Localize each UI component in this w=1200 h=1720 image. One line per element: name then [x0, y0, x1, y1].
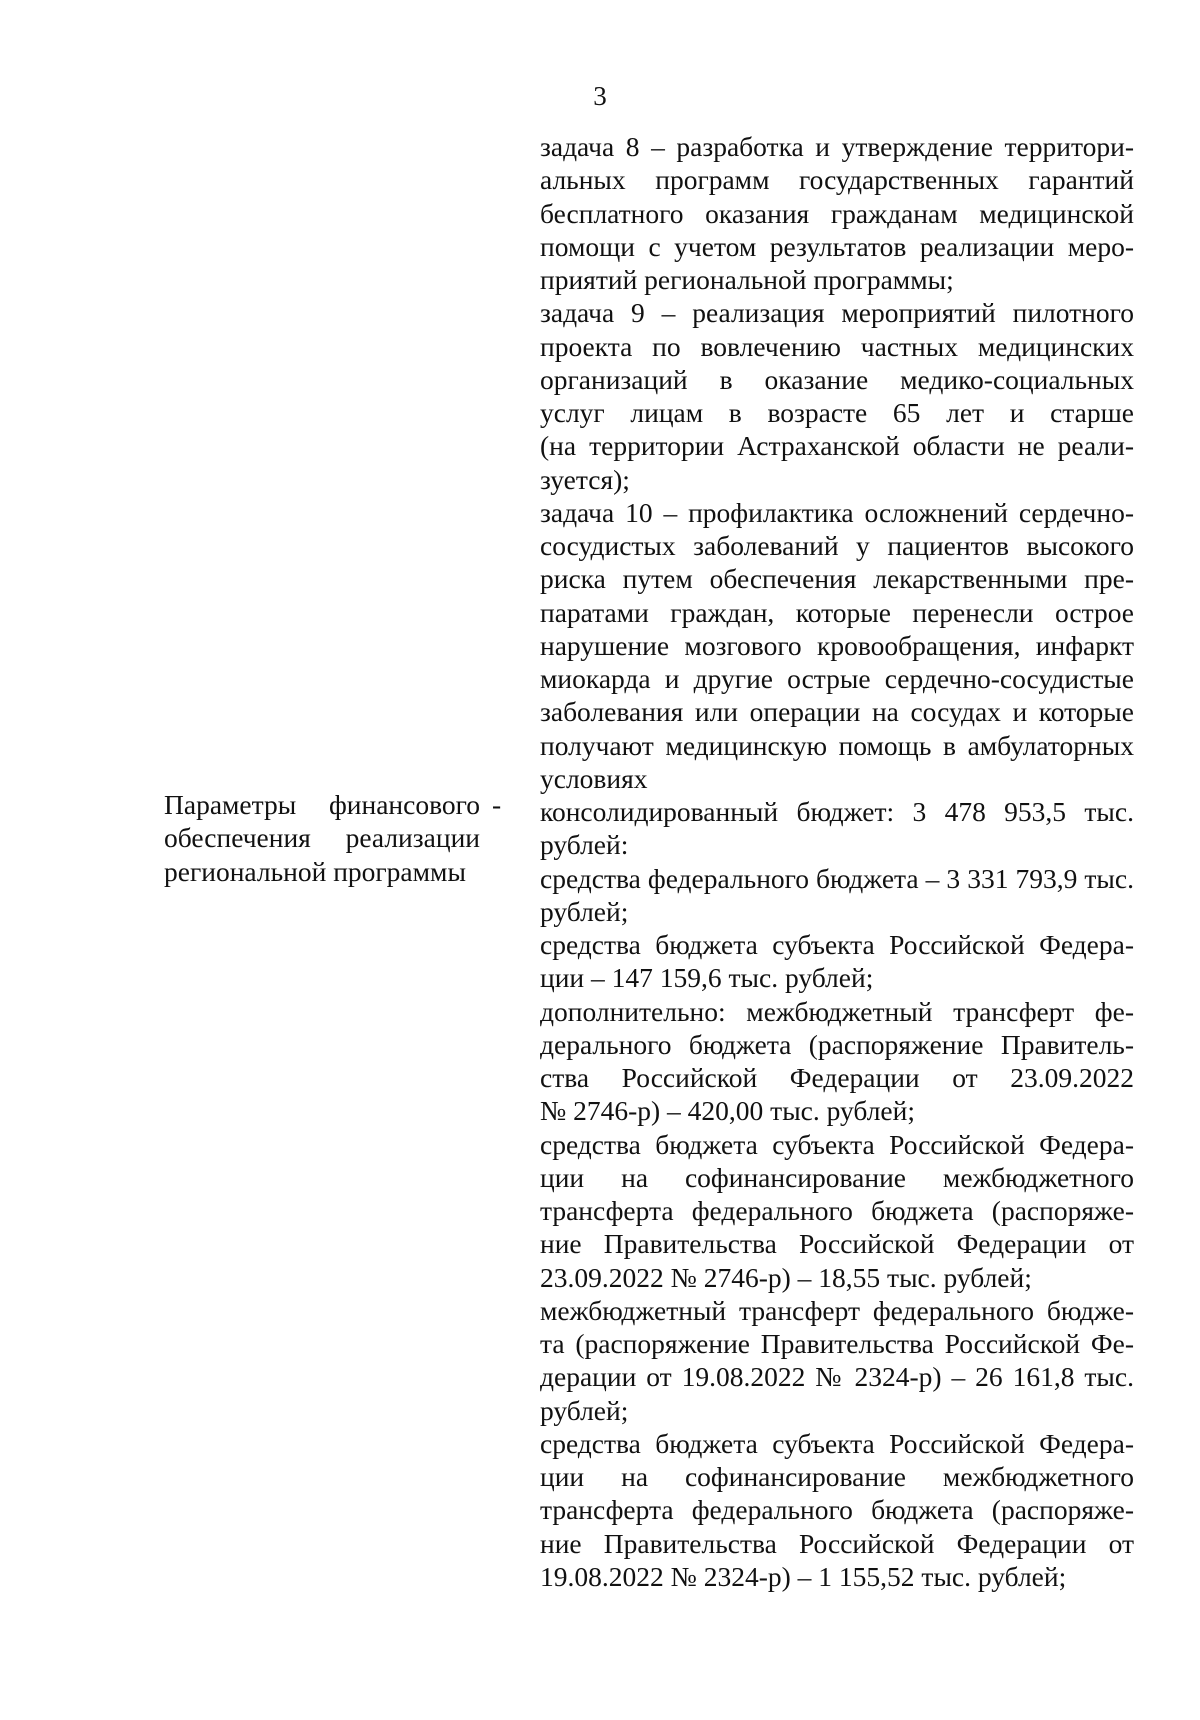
content-paragraph — [540, 296, 1134, 496]
section-label-line: Параметры финансового — [164, 789, 480, 820]
content-paragraph — [540, 995, 1134, 1128]
paragraph-line: зуется); — [540, 463, 630, 495]
paragraph-line: паратами граждан, которые перенесли острое — [540, 596, 1134, 628]
paragraph-line: трансферта федерального бюджета (распоряже- — [540, 1494, 1134, 1526]
paragraph-line: риска путем обеспечения лекарственными пре- — [540, 563, 1134, 595]
paragraph-line: (на территории Астраханской области не реали- — [540, 430, 1134, 462]
paragraph-line: консолидированный бюджет: 3 478 953,5 тыс. — [540, 796, 1134, 827]
paragraph-line: дополнительно: межбюджетный трансферт фе- — [540, 995, 1134, 1027]
content-paragraph — [540, 496, 1134, 795]
label-separator: - — [492, 789, 502, 820]
paragraph-line: межбюджетный трансферт федерального бюдже- — [540, 1294, 1134, 1326]
section-label-line: региональной программы — [164, 855, 466, 887]
paragraph-line: 23.09.2022 № 2746-р) – 18,55 тыс. рублей; — [540, 1261, 1032, 1293]
paragraph-line: ции на софинансирование межбюджетного — [540, 1161, 1134, 1193]
paragraph-line: заболевания или операции на сосудах и которые — [540, 696, 1134, 728]
paragraph-line: ции – 147 159,6 тыс. рублей; — [540, 962, 874, 994]
paragraph-line: ние Правительства Российской Федерации от — [540, 1527, 1134, 1559]
section-content — [540, 130, 1134, 1593]
paragraph-line: организаций в оказание медико-социальных — [540, 363, 1134, 395]
content-paragraph — [540, 130, 1134, 296]
paragraph-line: задача 10 – профилактика осложнений сердечно- — [540, 496, 1134, 528]
paragraph-line: трансферта федерального бюджета (распоряже- — [540, 1195, 1134, 1226]
paragraph-line: альных программ государственных гарантий — [540, 164, 1134, 196]
paragraph-line: 19.08.2022 № 2324-р) – 1 155,52 тыс. рублей; — [540, 1560, 1067, 1592]
paragraph-line: сосудистых заболеваний у пациентов высокого — [540, 530, 1134, 561]
section-label-line: обеспечения реализации — [164, 822, 480, 854]
paragraph-line: дерации от 19.08.2022 № 2324-р) – 26 161,8 тыс. — [540, 1361, 1134, 1393]
paragraph-line: рублей: — [540, 829, 629, 861]
page-number: 3 — [593, 81, 607, 111]
content-paragraph — [540, 862, 1134, 929]
paragraph-line: дерального бюджета (распоряжение Правитель- — [540, 1028, 1134, 1060]
content-paragraph — [540, 1294, 1134, 1427]
paragraph-line: задача 8 – разработка и утверждение территори- — [540, 131, 1134, 162]
paragraph-line: нарушение мозгового кровообращения, инфаркт — [540, 629, 1134, 661]
content-paragraph — [540, 1128, 1134, 1294]
paragraph-line: миокарда и другие острые сердечно-сосудистые — [540, 663, 1134, 694]
paragraph-line: задача 9 – реализация мероприятий пилотного — [540, 297, 1134, 329]
paragraph-line: ции на софинансирование межбюджетного — [540, 1461, 1134, 1492]
paragraph-line: № 2746-р) – 420,00 тыс. рублей; — [540, 1095, 915, 1127]
paragraph-line: средства федерального бюджета – 3 331 793,9 тыс. — [540, 862, 1134, 894]
paragraph-line: рублей; — [540, 895, 629, 927]
paragraph-line: бесплатного оказания гражданам медицинской — [540, 197, 1134, 229]
paragraph-line: условиях — [540, 762, 648, 794]
paragraph-line: средства бюджета субъекта Российской Федера- — [540, 929, 1134, 960]
paragraph-line: средства бюджета субъекта Российской Федера- — [540, 1128, 1134, 1160]
paragraph-line: ние Правительства Российской Федерации от — [540, 1228, 1134, 1260]
section-label — [164, 788, 480, 888]
paragraph-line: ства Российской Федерации от 23.09.2022 — [540, 1062, 1134, 1093]
content-paragraph — [540, 1427, 1134, 1593]
paragraph-line: приятий региональной программы; — [540, 264, 954, 295]
paragraph-line: услуг лицам в возрасте 65 лет и старше — [540, 397, 1134, 428]
paragraph-line: получают медицинскую помощь в амбулаторных — [540, 729, 1134, 761]
content-paragraph — [540, 795, 1134, 862]
paragraph-line: средства бюджета субъекта Российской Федера- — [540, 1427, 1134, 1459]
paragraph-line: рублей; — [540, 1394, 629, 1426]
paragraph-line: проекта по вовлечению частных медицинских — [540, 330, 1134, 362]
paragraph-line: та (распоряжение Правительства Российской Фе- — [540, 1328, 1134, 1359]
paragraph-line: помощи с учетом результатов реализации меро- — [540, 230, 1134, 262]
content-paragraph — [540, 928, 1134, 995]
